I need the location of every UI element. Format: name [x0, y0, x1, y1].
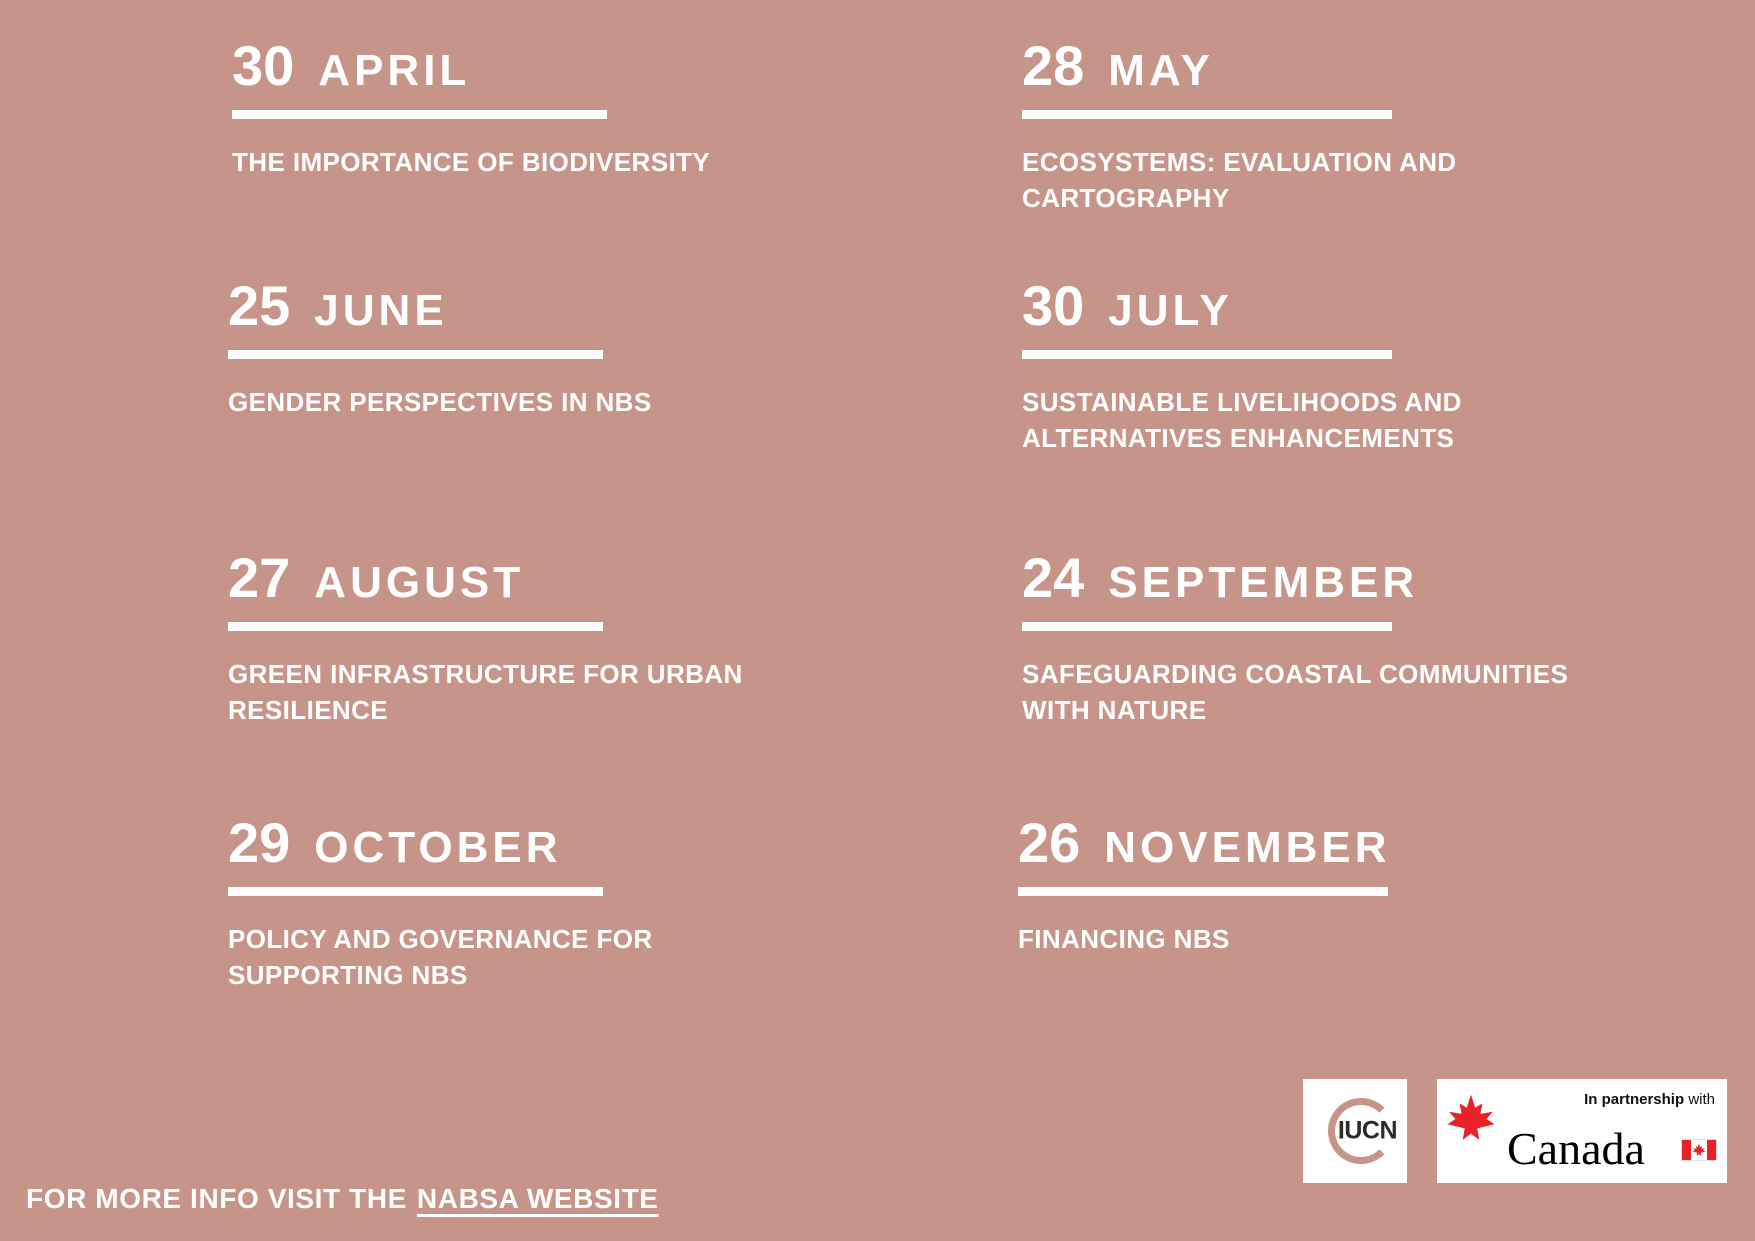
event-month-7: OCTOBER	[314, 823, 562, 872]
event-card-8	[1018, 811, 1678, 958]
flag-left-bar	[1682, 1140, 1691, 1160]
event-card-5	[228, 546, 868, 729]
event-date-1	[232, 34, 872, 97]
event-topic-3: GENDER PERSPECTIVES IN NBS	[228, 387, 652, 417]
event-date-6	[1022, 546, 1682, 609]
event-day-6: 24	[1022, 546, 1085, 609]
event-card-2	[1022, 34, 1662, 217]
event-month-1: APRIL	[318, 46, 471, 95]
event-card-6	[1022, 546, 1682, 729]
event-card-4	[1022, 274, 1662, 457]
event-day-2: 28	[1022, 34, 1085, 97]
event-date-3	[228, 274, 868, 337]
logo-row	[1303, 1079, 1727, 1183]
flag-center	[1691, 1140, 1707, 1160]
canada-wordmark-label: Canada	[1507, 1123, 1645, 1174]
event-divider-5	[228, 622, 603, 631]
event-divider-6	[1022, 622, 1392, 631]
event-month-8: NOVEMBER	[1104, 823, 1391, 872]
event-month-6: SEPTEMBER	[1108, 558, 1419, 607]
partnership-suffix: with	[1688, 1091, 1715, 1108]
event-divider-4	[1022, 350, 1392, 359]
event-topic-5: GREEN INFRASTRUCTURE FOR URBAN RESILIENCE	[228, 659, 743, 725]
event-date-2	[1022, 34, 1662, 97]
event-topic-1: THE IMPORTANCE OF BIODIVERSITY	[232, 147, 711, 177]
footer-info	[26, 1183, 659, 1215]
iucn-logo	[1303, 1079, 1407, 1183]
canada-flag-icon	[1681, 1139, 1717, 1161]
iucn-logo-label: IUCN	[1337, 1116, 1397, 1145]
event-month-2: MAY	[1108, 46, 1215, 95]
event-day-4: 30	[1022, 274, 1085, 337]
event-day-7: 29	[228, 811, 291, 874]
event-topic-4: SUSTAINABLE LIVELIHOODS AND ALTERNATIVES ENHANCEMENTS	[1022, 387, 1462, 453]
partnership-prefix: In partnership	[1584, 1091, 1685, 1108]
event-month-3: JUNE	[314, 286, 448, 335]
nabsa-website-link[interactable]: NABSA WEBSITE	[416, 1183, 659, 1214]
canada-wordmark-logo	[1437, 1079, 1727, 1183]
event-day-8: 26	[1018, 811, 1081, 874]
partnership-text	[1584, 1091, 1715, 1108]
event-month-5: AUGUST	[314, 558, 525, 607]
footer-prefix-text: FOR MORE INFO VISIT THE	[26, 1183, 407, 1214]
event-divider-7	[228, 887, 603, 896]
event-card-3	[228, 274, 868, 421]
event-month-4: JULY	[1108, 286, 1233, 335]
event-divider-2	[1022, 110, 1392, 119]
event-card-7	[228, 811, 868, 994]
maple-leaf-icon	[1445, 1091, 1497, 1145]
event-topic-6: SAFEGUARDING COASTAL COMMUNITIES WITH NATURE	[1022, 659, 1569, 725]
flag-maple-leaf-icon	[1692, 1142, 1706, 1158]
event-topic-8: FINANCING NBS	[1018, 924, 1230, 954]
event-divider-3	[228, 350, 603, 359]
event-day-3: 25	[228, 274, 291, 337]
event-date-7	[228, 811, 868, 874]
event-day-1: 30	[232, 34, 295, 97]
flag-right-bar	[1707, 1140, 1716, 1160]
event-date-5	[228, 546, 868, 609]
event-date-8	[1018, 811, 1678, 874]
event-topic-2: ECOSYSTEMS: EVALUATION AND CARTOGRAPHY	[1022, 147, 1457, 213]
event-divider-1	[232, 110, 607, 119]
event-topic-7: POLICY AND GOVERNANCE FOR SUPPORTING NBS	[228, 924, 653, 990]
event-divider-8	[1018, 887, 1388, 896]
event-date-4	[1022, 274, 1662, 337]
event-day-5: 27	[228, 546, 291, 609]
event-card-1	[232, 34, 872, 181]
